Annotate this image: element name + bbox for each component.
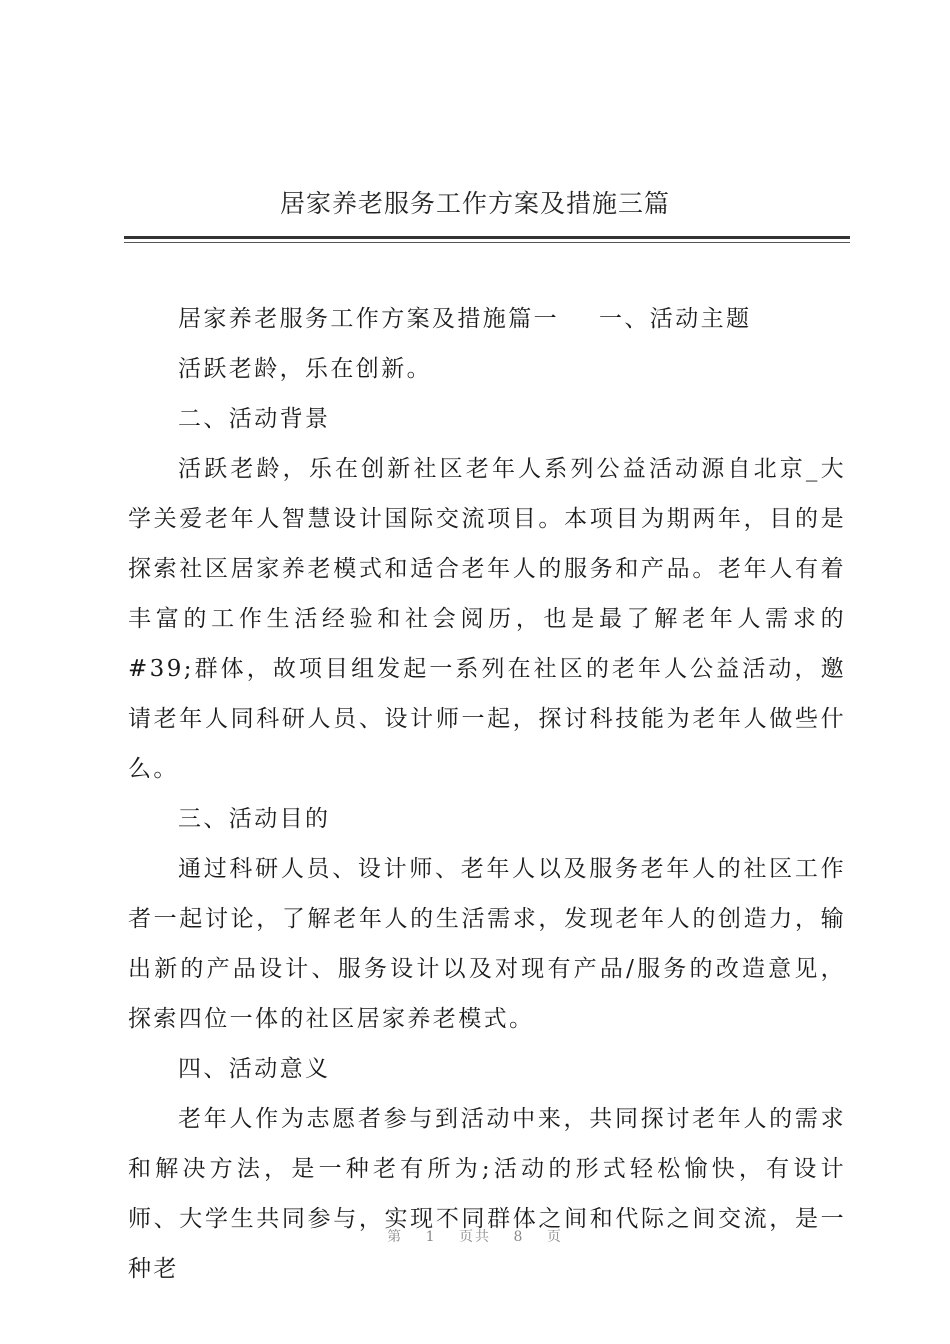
paragraph-background: 活跃老龄，乐在创新社区老年人系列公益活动源自北京_大学关爱老年人智慧设计国际交流项目。本项目为期两年，目的是探索社区居家养老模式和适合老年人的服务和产品。老年人有着丰富的工作生活经验和社会阅历，也是最了解老年人需求的#39;群体，故项目组发起一系列在社区的老年人公益活动，邀请老年人同科研人员、设计师一起，探讨科技能为老年人做些什么。: [128, 456, 846, 782]
footer-page-number: 1: [425, 1229, 437, 1245]
section-heading-part-one: 居家养老服务工作方案及措施篇一: [178, 306, 559, 332]
heading-purpose: 三、活动目的: [178, 806, 331, 832]
first-line: [128, 294, 846, 344]
paragraph-purpose: 通过科研人员、设计师、老年人以及服务老年人的社区工作者一起讨论，了解老年人的生活需求，发现老年人的创造力，输出新的产品设计、服务设计以及对现有产品/服务的改造意见，探索四位一体的社区居家养老模式。: [128, 856, 846, 1032]
footer-total-pages: 8: [513, 1229, 525, 1245]
title-rule-thin: [124, 242, 850, 243]
paragraph-significance: 老年人作为志愿者参与到活动中来，共同探讨老年人的需求和解决方法，是一种老有所为;活动的形式轻松愉快，有设计师、大学生共同参与，实现不同群体之间和代际之间交流，是一种老: [128, 1106, 846, 1282]
title-rule: [124, 236, 850, 239]
document-body: [128, 294, 846, 1294]
page-title: 居家养老服务工作方案及措施三篇: [279, 189, 670, 218]
footer-suffix: 页: [546, 1229, 563, 1245]
heading-significance: 四、活动意义: [178, 1056, 331, 1082]
heading-background: 二、活动背景: [178, 406, 331, 432]
subheading-theme: 一、活动主题: [599, 306, 752, 332]
page-footer: [0, 1226, 950, 1246]
footer-prefix: 第: [387, 1229, 404, 1245]
paragraph-theme: 活跃老龄，乐在创新。: [178, 356, 432, 382]
footer-middle: 页共: [459, 1229, 491, 1245]
